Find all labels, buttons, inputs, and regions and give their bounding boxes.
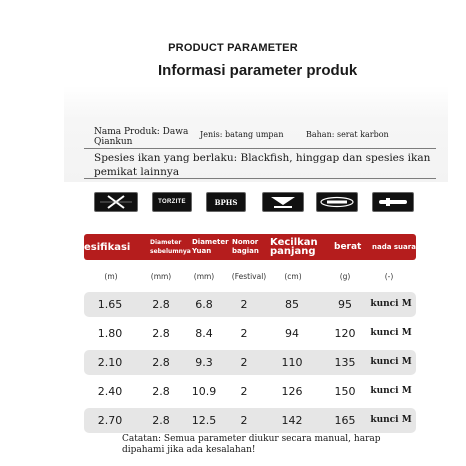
table-row bbox=[84, 350, 416, 375]
table-header bbox=[84, 234, 416, 260]
measurement-note: Catatan: Semua parameter diukur secara manual, harap dipahami jika ada kesalahan! bbox=[122, 434, 381, 455]
cell-shrunk-length: 142 bbox=[281, 414, 303, 427]
product-type: Jenis: batang umpan bbox=[200, 130, 284, 139]
cell-action: kunci M bbox=[370, 357, 412, 367]
page-title: Informasi parameter produk bbox=[158, 62, 358, 79]
cell-sections: 2 bbox=[240, 356, 248, 369]
cell-yuan-diameter: 10.9 bbox=[191, 385, 217, 398]
cell-length: 2.10 bbox=[97, 356, 123, 369]
grip-logo bbox=[372, 192, 414, 212]
barber-finish-icon bbox=[268, 194, 298, 210]
header-action: nada suara bbox=[372, 242, 416, 251]
cell-sections: 2 bbox=[240, 298, 248, 311]
cell-action: kunci M bbox=[370, 299, 412, 309]
english-heading: PRODUCT PARAMETER bbox=[168, 42, 298, 54]
torzite-ring-logo: TORZITE bbox=[152, 192, 192, 212]
cell-weight: 165 bbox=[334, 414, 356, 427]
unit-cell: (Festival) bbox=[231, 272, 267, 281]
bphs-logo: BPHS bbox=[206, 192, 246, 212]
grip-icon bbox=[376, 195, 410, 209]
cell-length: 1.65 bbox=[97, 298, 123, 311]
barber-finish-logo bbox=[262, 192, 304, 212]
cell-prev-diameter: 2.8 bbox=[152, 385, 170, 398]
table-row bbox=[84, 292, 416, 317]
cell-sections: 2 bbox=[240, 385, 248, 398]
unit-cell: (mm) bbox=[150, 272, 172, 281]
unit-cell: (m) bbox=[104, 272, 118, 281]
header-spec: esifikasi bbox=[84, 241, 131, 253]
cell-sections: 2 bbox=[240, 327, 248, 340]
header-yuan-diameter: Diameter Yuan bbox=[192, 238, 229, 255]
cell-yuan-diameter: 12.5 bbox=[191, 414, 217, 427]
cell-action: kunci M bbox=[370, 415, 412, 425]
spiral-x-icon bbox=[96, 194, 136, 210]
cell-weight: 150 bbox=[334, 385, 356, 398]
applicable-species: Spesies ikan yang berlaku: Blackfish, hinggap dan spesies ikan pemikat lainnya bbox=[94, 152, 431, 178]
cell-yuan-diameter: 6.8 bbox=[195, 298, 213, 311]
reel-seat-icon bbox=[319, 196, 355, 208]
cell-shrunk-length: 110 bbox=[281, 356, 303, 369]
reel-seat-logo bbox=[316, 192, 358, 212]
header-prev-diameter: Diameter sebelumnya bbox=[150, 239, 191, 255]
cell-shrunk-length: 126 bbox=[281, 385, 303, 398]
cell-length: 1.80 bbox=[97, 327, 123, 340]
header-section-number: Nomor bagian bbox=[232, 238, 259, 255]
cell-yuan-diameter: 8.4 bbox=[195, 327, 213, 340]
table-row bbox=[84, 408, 416, 433]
unit-cell: (cm) bbox=[284, 272, 302, 281]
feature-logos bbox=[94, 192, 416, 214]
unit-cell: (-) bbox=[384, 272, 394, 281]
product-material: Bahan: serat karbon bbox=[306, 130, 389, 139]
cell-prev-diameter: 2.8 bbox=[152, 298, 170, 311]
header-shrunk-length: Kecilkan panjang bbox=[270, 237, 318, 257]
cell-sections: 2 bbox=[240, 414, 248, 427]
cell-prev-diameter: 2.8 bbox=[152, 414, 170, 427]
table-row bbox=[84, 379, 416, 404]
cell-action: kunci M bbox=[370, 328, 412, 338]
cell-yuan-diameter: 9.3 bbox=[195, 356, 213, 369]
header-weight: berat bbox=[334, 241, 362, 252]
spiral-x-logo bbox=[94, 192, 138, 212]
divider-line bbox=[84, 178, 436, 179]
cell-shrunk-length: 85 bbox=[285, 298, 299, 311]
cell-weight: 95 bbox=[338, 298, 352, 311]
cell-prev-diameter: 2.8 bbox=[152, 327, 170, 340]
cell-length: 2.40 bbox=[97, 385, 123, 398]
cell-weight: 135 bbox=[334, 356, 356, 369]
product-name: Nama Produk: Dawa Qiankun bbox=[94, 127, 189, 147]
unit-cell: (g) bbox=[339, 272, 351, 281]
cell-shrunk-length: 94 bbox=[285, 327, 299, 340]
table-row bbox=[84, 321, 416, 346]
unit-cell: (mm) bbox=[193, 272, 215, 281]
cell-length: 2.70 bbox=[97, 414, 123, 427]
cell-action: kunci M bbox=[370, 386, 412, 396]
cell-weight: 120 bbox=[334, 327, 356, 340]
cell-prev-diameter: 2.8 bbox=[152, 356, 170, 369]
divider-line bbox=[84, 148, 436, 149]
unit-row bbox=[84, 272, 416, 284]
